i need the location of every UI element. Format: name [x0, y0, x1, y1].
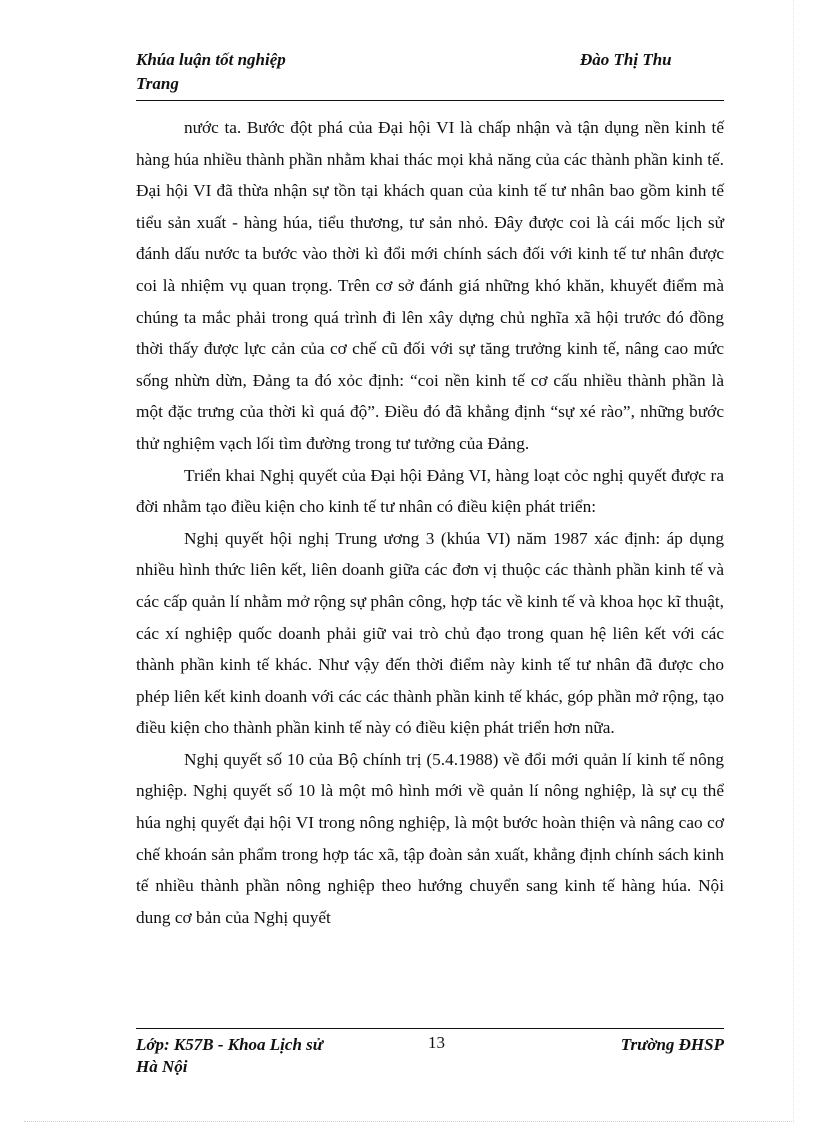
paragraph-4: Nghị quyết số 10 của Bộ chính trị (5.4.1988) về đổi mới quản lí kinh tế nông nghiệp. Nghị quyết số 10 là một mô hình mới về quản lí nông nghiệp, là sự cụ thể húa nghị quyết đại hội VI trong nông nghiệp, là một bước hoàn thiện và nâng cao cơ chế khoán sản phẩm trong hợp tác xã, tập đoàn sản xuất, khẳng định chính sách kinh tế nhiều thành phần nông nghiệp theo hướng chuyển sang kinh tế hàng húa. Nội dung cơ bản của Nghị quyết [136, 749, 724, 927]
paragraph-1: nước ta. Bước đột phá của Đại hội VI là chấp nhận và tận dụng nền kinh tế hàng húa nhiều thành phần nhằm khai thác mọi khả năng của các thành phần kinh tế. Đại hội VI đã thừa nhận sự tồn tại khách quan của kinh tế tư nhân bao gồm kinh tế tiểu sản xuất - hàng húa, tiểu thương, tư sản nhỏ. Đây được coi là cái mốc lịch sử đánh dấu nước ta bước vào thời kì đổi mới chính sách đối với kinh tế tư nhân được coi là nhiệm vụ quan trọng. Trên cơ sở đánh giá những khó khăn, khuyết điểm mà chúng ta mắc phải trong quá trình đi lên xây dựng chủ nghĩa xã hội trước đó đồng thời thấy được lực cản của cơ chế cũ đối với sự tăng trưởng kinh tế, nâng cao mức sống nhừn dừn, Đảng ta đó xỏc định: “coi nền kinh tế cơ cấu nhiều thành phần là một đặc trưng của thời kì quá độ”. Điều đó đã khẳng định “sự xé rào”, những bước thử nghiệm vạch lối tìm đường trong tư tưởng của Đảng. [136, 118, 724, 453]
header-rule [136, 100, 724, 101]
thesis-title: Khúa luận tốt nghiệp [136, 50, 286, 69]
page-footer [136, 1032, 724, 1076]
page-header [136, 48, 724, 100]
paragraph-2: Triển khai Nghị quyết của Đại hội Đảng VI, hàng loạt cỏc nghị quyết được ra đời nhằm tạo điều kiện cho kinh tế tư nhân có điều kiện phát triển: [136, 465, 724, 517]
school-name: Trường ĐHSP [620, 1035, 724, 1054]
author-name: Đào Thị Thu [580, 50, 672, 69]
page-edge-dotted-vertical [793, 0, 794, 1123]
page-edge-dotted-line [24, 1121, 792, 1122]
footer-rule [136, 1028, 724, 1029]
paragraph-3: Nghị quyết hội nghị Trung ương 3 (khúa VI) năm 1987 xác định: áp dụng nhiều hình thức liên kết, liên doanh giữa các đơn vị thuộc các thành phần kinh tế và các cấp quản lí nhằm mở rộng sự phân công, hợp tác về kinh tế và khoa học kĩ thuật, các xí nghiệp quốc doanh phải giữ vai trò chủ đạo trong quan hệ liên kết với các thành phần kinh tế khác. Như vậy đến thời điểm này kinh tế tư nhân đã được cho phép liên kết kinh doanh với các các thành phần kinh tế khác, góp phần mở rộng, tạo điều kiện cho thành phần kinh tế này có điều kiện phát triển hơn nữa. [136, 528, 724, 738]
page-number: 13 [428, 1033, 445, 1052]
thesis-title-line2: Trang [136, 74, 179, 93]
body-text [136, 112, 724, 933]
class-info-line2: Hà Nội [136, 1057, 188, 1076]
class-info: Lớp: K57B - Khoa Lịch sử [136, 1035, 323, 1054]
